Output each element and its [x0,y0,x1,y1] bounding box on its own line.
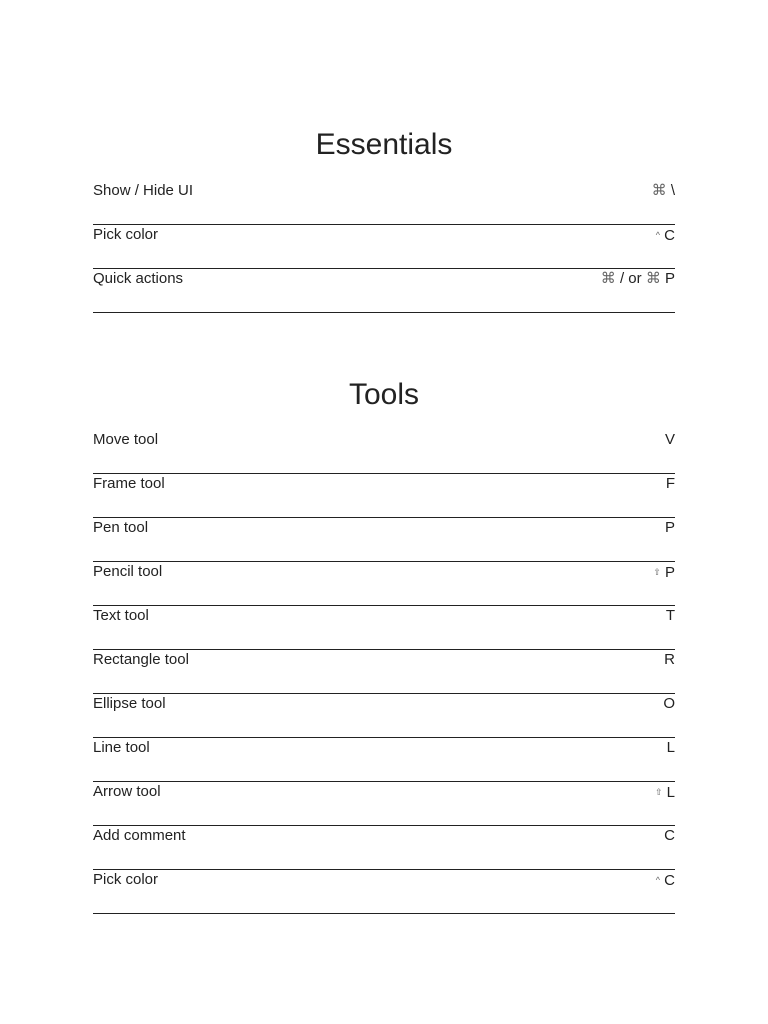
shortcut-label: Pick color [93,871,159,888]
shortcut-label: Quick actions [93,270,184,287]
shortcut-label: Pick color [93,226,159,243]
shortcut-keys [652,182,675,200]
shortcut-label: Text tool [93,607,149,624]
essentials-shortcut-list [93,181,675,313]
shortcut-row [93,650,675,694]
shortcut-row [93,562,675,606]
control-key-icon: ^ [655,230,660,240]
shortcut-row [93,430,675,474]
shortcut-keys [666,475,675,493]
shortcut-keys [653,563,675,582]
shortcut-keys [656,871,675,890]
command-key-icon: ⌘ [600,270,616,287]
shortcut-keys [656,226,675,245]
shortcut-keys [666,607,675,625]
shortcut-keys [664,651,675,669]
shortcut-label: Pen tool [93,519,149,536]
shortcut-row [93,518,675,562]
shift-key-icon: ⇧ [653,567,661,577]
section-title-essentials: Essentials [315,128,453,161]
shortcut-keys [655,783,675,802]
shortcut-key: O [663,695,675,712]
shortcut-key: C [664,827,675,844]
shortcut-label: Arrow tool [93,783,161,800]
shortcut-key: R [664,651,675,668]
shortcut-key: F [665,475,675,492]
shortcut-row [93,782,675,826]
shortcut-row [93,738,675,782]
control-key-icon: ^ [655,875,660,885]
shortcut-key: P [664,519,675,536]
shortcut-row [93,870,675,914]
shortcut-key: P [664,270,675,287]
shortcut-keys [667,739,675,757]
shortcut-key: L [666,784,675,801]
command-key-icon: ⌘ [651,182,667,199]
tools-shortcut-list [93,430,675,914]
section-title-tools: Tools [348,378,420,411]
shortcut-key: C [664,872,675,889]
shortcut-row [93,181,675,225]
shortcut-row [93,474,675,518]
shift-key-icon: ⇧ [654,787,663,797]
command-key-icon: ⌘ [645,270,661,287]
shortcut-key: V [664,431,675,448]
shortcut-label: Ellipse tool [93,695,166,712]
shortcut-key: C [664,227,675,244]
shortcut-label: Frame tool [93,475,165,492]
shortcut-label: Add comment [93,827,186,844]
shortcut-keys [663,695,675,713]
shortcut-key: \ [670,182,675,199]
shortcut-row [93,225,675,269]
shortcut-label: Move tool [93,431,159,448]
shortcut-key: / or [619,270,642,287]
shortcut-keys [664,827,675,845]
shortcut-row [93,606,675,650]
shortcut-key: T [665,607,675,624]
shortcut-keys [665,519,675,537]
shortcut-label: Line tool [93,739,150,756]
shortcut-label: Rectangle tool [93,651,189,668]
shortcut-key: P [664,564,675,581]
shortcut-row [93,694,675,738]
shortcut-keys [601,270,675,288]
shortcut-label: Show / Hide UI [93,182,194,199]
shortcut-row [93,269,675,313]
shortcut-label: Pencil tool [93,563,163,580]
shortcut-key: L [666,739,675,756]
shortcut-row [93,826,675,870]
shortcut-keys [665,431,675,449]
